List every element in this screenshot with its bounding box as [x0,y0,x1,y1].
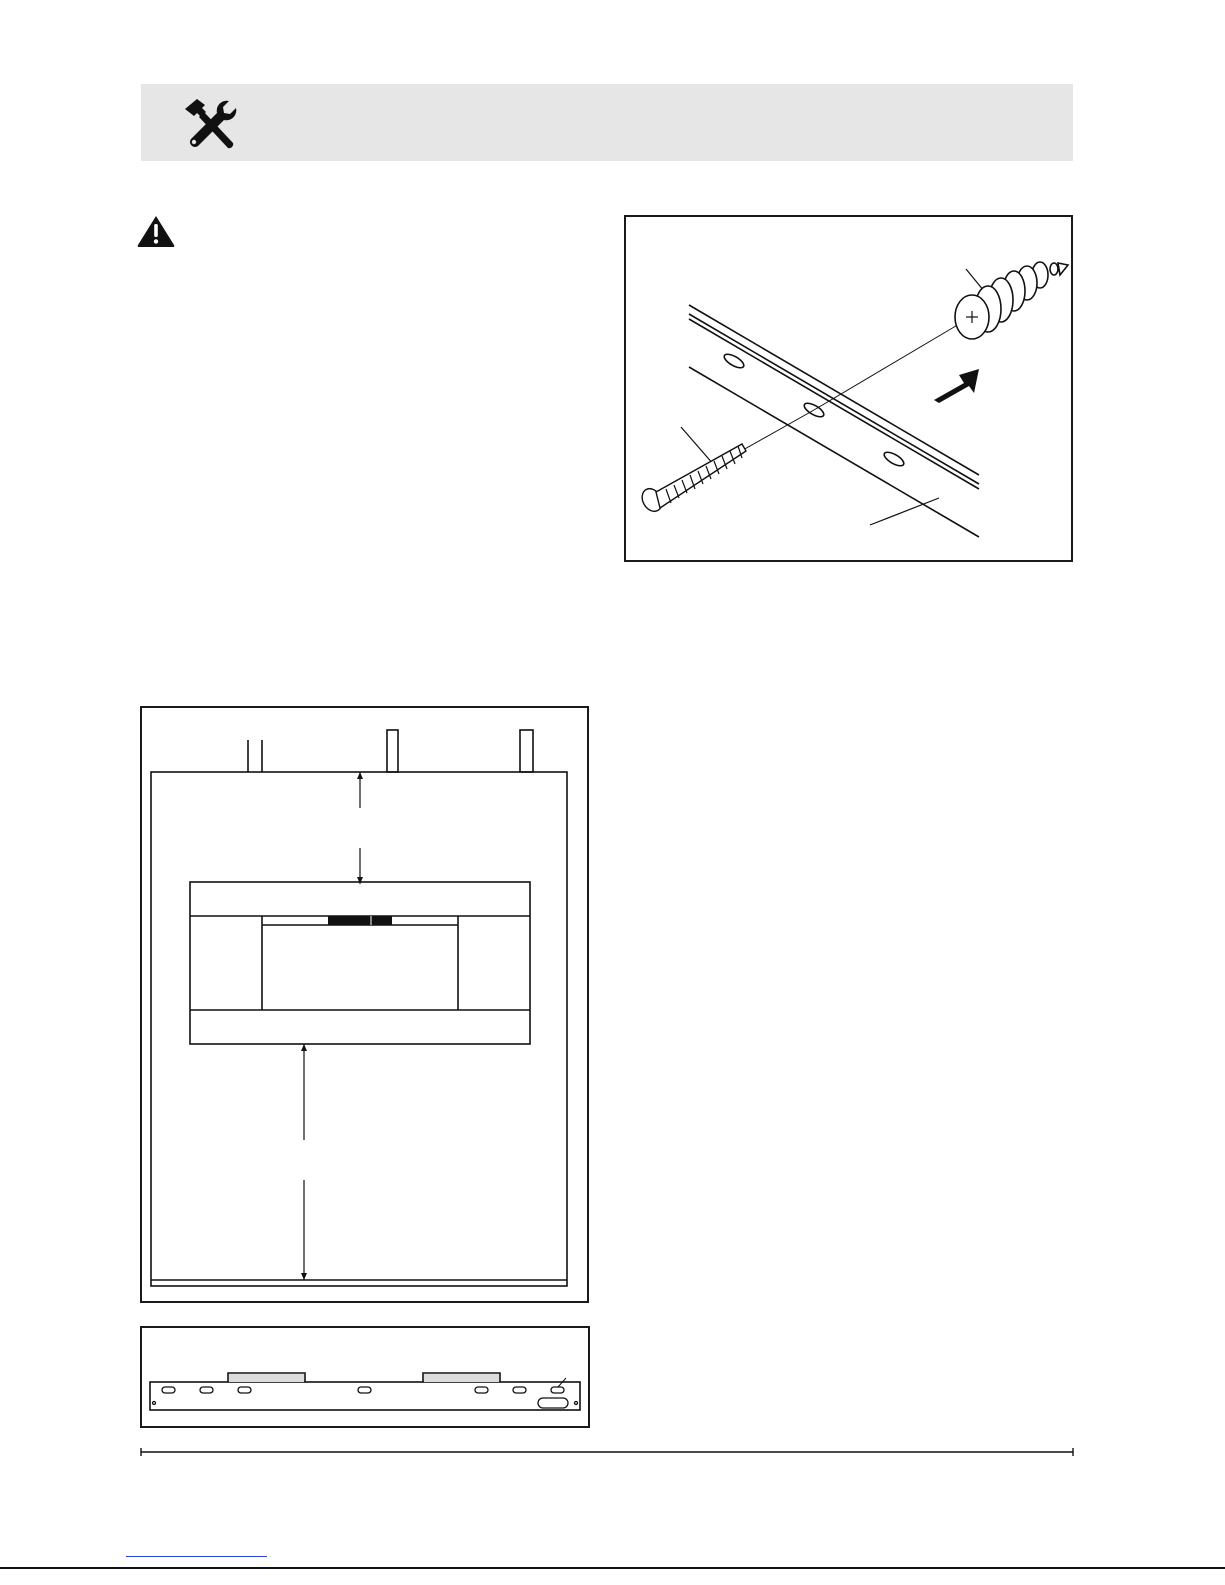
footer-divider [140,1445,1076,1459]
page-bottom-rule [0,1567,1225,1569]
figure-installation-front-view [140,706,589,1303]
figure-rail-screw-anchor [624,215,1073,562]
figure-mounting-plate [140,1326,590,1428]
hammer-wrench-tools-icon [181,97,241,153]
link-underline[interactable] [126,1556,267,1557]
section-header-band [141,84,1073,161]
warning-triangle-icon [136,214,176,248]
